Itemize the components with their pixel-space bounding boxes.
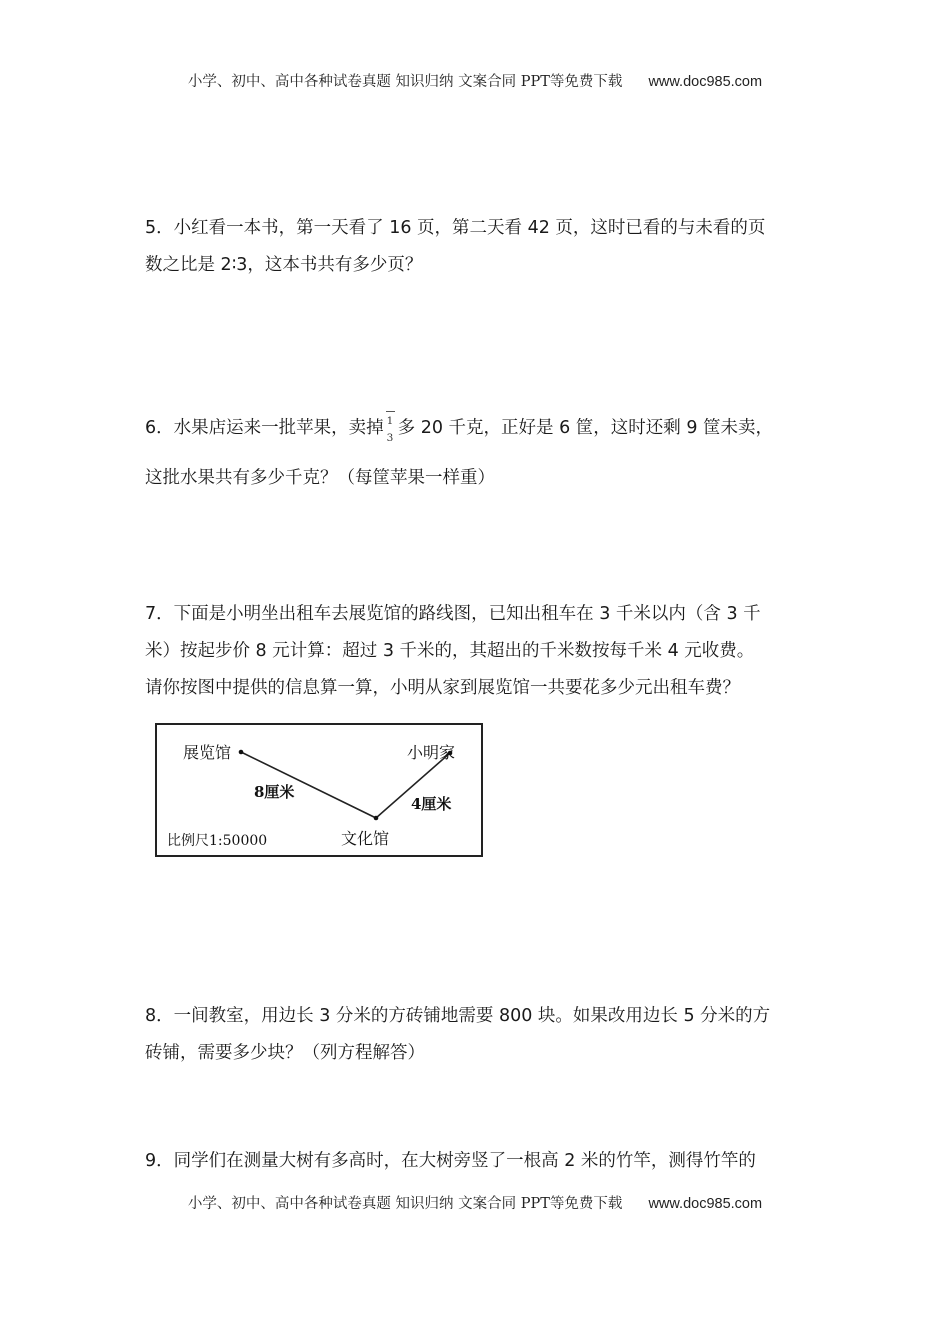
map-scale: 比例尺1:50000 <box>167 833 268 849</box>
q6-line-1 <box>145 403 813 453</box>
fraction-bar <box>386 411 395 412</box>
culture-point <box>374 816 379 821</box>
label-exhibition: 展览馆 <box>183 743 232 762</box>
q6-line-1-start: 6．水果店运来一批苹果，卖掉 <box>145 418 384 438</box>
exhibition-point <box>239 750 244 755</box>
label-segment-2: 4厘米 <box>411 795 452 813</box>
label-segment-1: 8厘米 <box>254 783 295 801</box>
fraction-numerator: 1 <box>386 415 394 427</box>
route-map-diagram <box>155 723 483 857</box>
q8-line-2: 砖铺，需要多少块？（列方程解答） <box>145 1043 425 1063</box>
footer-url: www.doc985.com <box>648 1196 763 1212</box>
q7-line-3: 请你按图中提供的信息算一算，小明从家到展览馆一共要花多少元出租车费？ <box>145 678 740 698</box>
q6-line-1-end: 多 20 千克，正好是 6 筐，这时还剩 9 筐未卖， <box>397 418 774 438</box>
one-third-fraction <box>384 415 398 444</box>
question-9 <box>145 1143 813 1180</box>
question-8 <box>145 998 813 1072</box>
q7-line-1: 7．下面是小明坐出租车去展览馆的路线图，已知出租车在 3 千米以内（含 3 千 <box>145 604 761 624</box>
question-7 <box>145 596 813 707</box>
q5-line-1: 5．小红看一本书，第一天看了 16 页，第二天看 42 页，这时已看的与未看的页 <box>145 218 766 238</box>
q5-line-2: 数之比是 2∶3，这本书共有多少页？ <box>145 255 423 275</box>
fraction-denominator: 3 <box>386 432 394 444</box>
q8-line-1: 8．一间教室，用边长 3 分米的方砖铺地需要 800 块。如果改用边长 5 分米的方 <box>145 1006 771 1026</box>
header-url: www.doc985.com <box>648 74 763 90</box>
header-text: 小学、初中、高中各种试卷真题 知识归纳 文案合同 PPT等免费下载 <box>187 74 623 90</box>
label-culture: 文化馆 <box>341 829 390 848</box>
page-header <box>0 70 950 91</box>
question-5 <box>145 210 813 284</box>
footer-text: 小学、初中、高中各种试卷真题 知识归纳 文案合同 PPT等免费下载 <box>187 1196 623 1212</box>
q9-line-1: 9．同学们在测量大树有多高时，在大树旁竖了一根高 2 米的竹竿，测得竹竿的 <box>145 1151 756 1171</box>
q6-line-2: 这批水果共有多少千克？（每筐苹果一样重） <box>145 468 495 488</box>
question-6 <box>145 403 813 503</box>
page-footer <box>0 1192 950 1213</box>
q7-line-2: 米）按起步价 8 元计算：超过 3 千米的，其超出的千米数按每千米 4 元收费。 <box>145 641 755 661</box>
label-home: 小明家 <box>407 743 456 762</box>
